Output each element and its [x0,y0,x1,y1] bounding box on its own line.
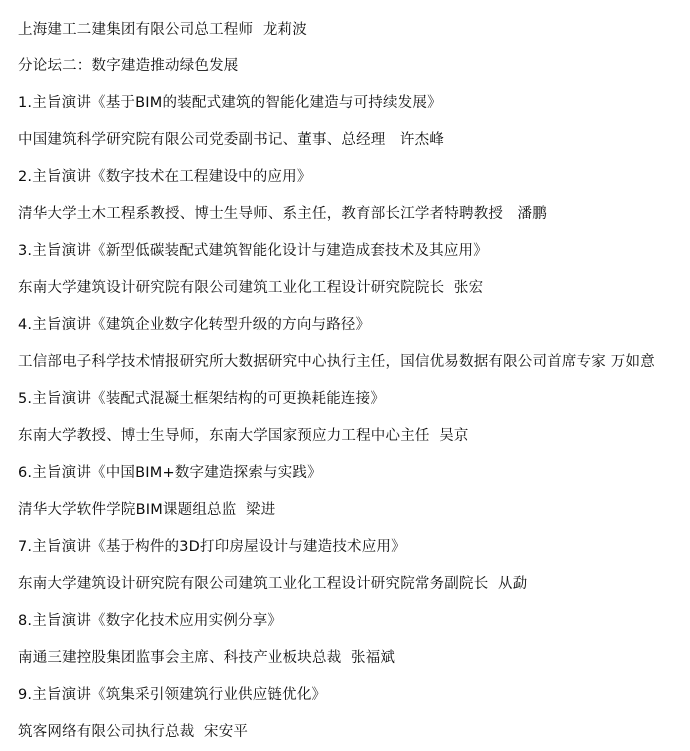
document-line: 分论坛二：数字建造推动绿色发展 [18,58,239,75]
document-line: 9.主旨演讲《筑集采引领建筑行业供应链优化》 [18,687,327,704]
document-line: 4.主旨演讲《建筑企业数字化转型升级的方向与路径》 [18,317,371,334]
document-line: 1.主旨演讲《基于BIM的装配式建筑的智能化建造与可持续发展》 [18,95,442,112]
document-line: 东南大学教授、博士生导师，东南大学国家预应力工程中心主任 吴京 [18,428,469,445]
document-line: 5.主旨演讲《装配式混凝土框架结构的可更换耗能连接》 [18,391,386,408]
document-line: 东南大学建筑设计研究院有限公司建筑工业化工程设计研究院常务副院长 从勐 [18,576,528,593]
document-line: 清华大学软件学院BIM课题组总监 梁进 [18,502,276,519]
document-line: 6.主旨演讲《中国BIM+数字建造探索与实践》 [18,465,322,482]
document-line: 3.主旨演讲《新型低碳装配式建筑智能化设计与建造成套技术及其应用》 [18,243,488,260]
document-line: 2.主旨演讲《数字技术在工程建设中的应用》 [18,169,312,186]
document-line: 工信部电子科学技术情报研究所大数据研究中心执行主任，国信优易数据有限公司首席专家 万如意 [18,354,655,371]
document-line: 南通三建控股集团监事会主席、科技产业板块总裁 张福斌 [18,650,396,667]
document-line: 东南大学建筑设计研究院有限公司建筑工业化工程设计研究院院长 张宏 [18,280,484,297]
document-line: 中国建筑科学研究院有限公司党委副书记、董事、总经理 许杰峰 [18,132,445,149]
document-line: 筑客网络有限公司执行总裁 宋安平 [18,724,249,741]
document-line: 7.主旨演讲《基于构件的3D打印房屋设计与建造技术应用》 [18,539,406,556]
document-line: 8.主旨演讲《数字化技术应用实例分享》 [18,613,283,630]
document-line: 上海建工二建集团有限公司总工程师 龙莉波 [18,21,307,38]
document-line: 清华大学土木工程系教授、博士生导师、系主任，教育部长江学者特聘教授 潘鹏 [18,206,547,223]
